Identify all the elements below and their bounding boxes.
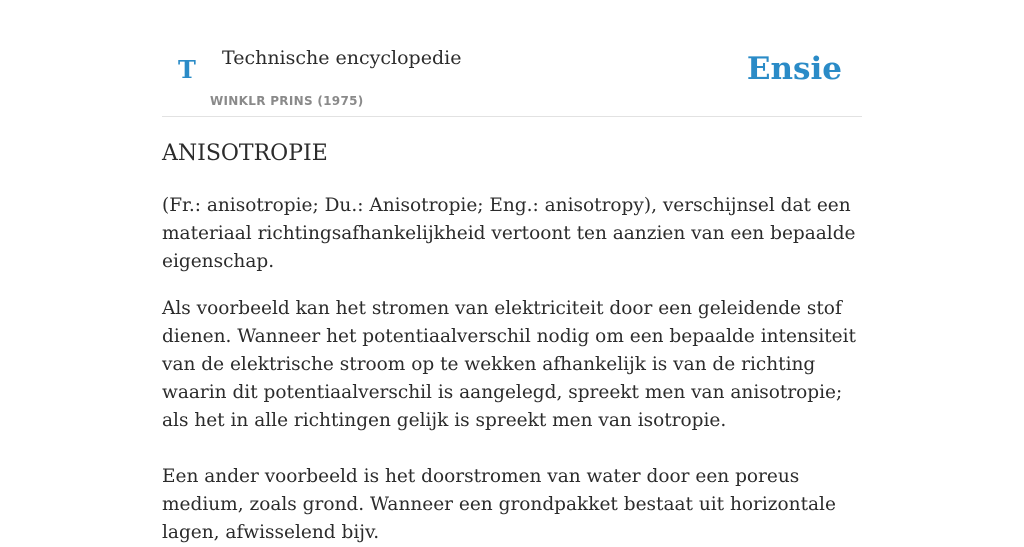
book-source-label: WINKLR PRINS (1975) — [210, 94, 364, 108]
article-paragraph: Als voorbeeld kan het stromen van elektriciteit door een geleidende stof dienen. Wanneer het potentiaalverschil nodig om een bepaalde intensiteit van de elektrische stroom op te wekken afhankelijk is van de richting waarin dit potentiaalverschil is aangelegd, spreekt men van anisotropie; als het in alle richtingen gelijk is spreekt men van isotropie. — [162, 298, 856, 431]
article-paragraph: (Fr.: anisotropie; Du.: Anisotropie; Eng.: anisotropy), verschijnsel dat een materiaal richtingsafhankelijkheid vertoont ten aanzien van een bepaalde eigenschap. — [162, 195, 856, 272]
book-title-link[interactable]: Technische encyclopedie — [222, 47, 462, 69]
article-title: ANISOTROPIE — [162, 141, 328, 166]
article — [162, 138, 862, 547]
ensie-logo-link[interactable]: Ensie — [746, 51, 842, 87]
book-logo-letter[interactable]: T — [178, 55, 196, 84]
book-header — [162, 0, 862, 117]
article-paragraph: Een ander voorbeeld is het doorstromen van water door een poreus medium, zoals grond. Wanneer een grondpakket bestaat uit horizontale lagen, afwisselend bijv. — [162, 466, 836, 543]
